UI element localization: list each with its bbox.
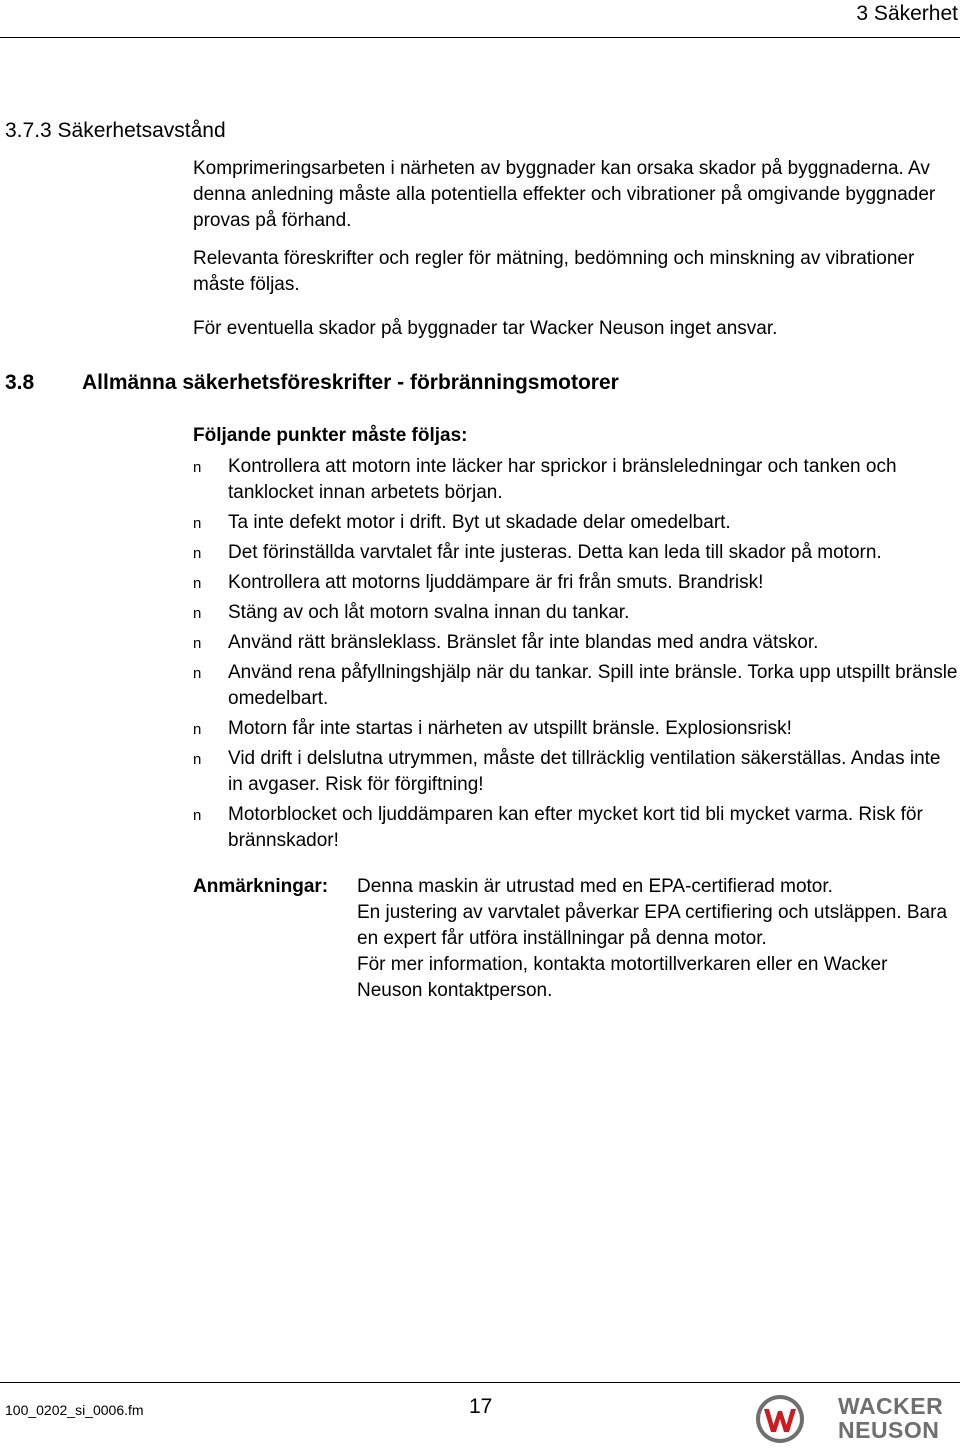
bullet-icon: n	[193, 721, 202, 738]
section-373-paragraph-1: Komprimeringsarbeten i närheten av byggnader kan orsaka skador på byggnaderna. Av denna anledning måste alla potentiella effekter och vibrationer på omgivande byggnader provas på förhand.	[193, 158, 936, 231]
list-item-text: Motorblocket och ljuddämparen kan efter mycket kort tid bli mycket varma. Risk för brännskador!	[228, 804, 923, 851]
notes-line-1: Denna maskin är utrustad med en EPA-certifierad motor.	[357, 876, 833, 897]
header-rule	[0, 37, 960, 38]
bullet-icon: n	[193, 605, 202, 622]
section-373-paragraph-3: För eventuella skador på byggnader tar Wacker Neuson inget ansvar.	[193, 318, 778, 339]
list-item	[193, 630, 960, 656]
footer-filename: 100_0202_si_0006.fm	[5, 1402, 144, 1418]
notes-text	[357, 874, 957, 1004]
list-item	[193, 660, 960, 712]
bullet-icon: n	[193, 545, 202, 562]
list-item-text: Använd rena påfyllningshjälp när du tankar. Spill inte bränsle. Torka upp utspillt bränsle omedelbart.	[228, 662, 958, 709]
footer-rule	[0, 1382, 960, 1383]
bullet-icon: n	[193, 515, 202, 532]
list-item-text: Kontrollera att motorn inte läcker har sprickor i bränsleledningar och tanken och tanklocket innan arbetets början.	[228, 456, 897, 503]
section-38-title: Allmänna säkerhetsföreskrifter - förbränningsmotorer	[82, 371, 619, 394]
logo-text-neuson: NEUSON	[838, 1417, 940, 1443]
section-373-paragraph-2: Relevanta föreskrifter och regler för mätning, bedömning och minskning av vibrationer måste följas.	[193, 248, 915, 295]
section-373-body	[193, 156, 956, 342]
list-item	[193, 802, 960, 854]
safety-bullet-list	[193, 454, 960, 858]
list-item	[193, 570, 960, 596]
list-item	[193, 716, 960, 742]
list-item-text: Vid drift i delslutna utrymmen, måste det tillräcklig ventilation säkerställas. Andas inte in avgaser. Risk för förgiftning!	[228, 748, 941, 795]
section-38-intro: Följande punkter måste följas:	[193, 425, 468, 446]
bullet-icon: n	[193, 635, 202, 652]
list-item	[193, 454, 960, 506]
list-item-text: Kontrollera att motorns ljuddämpare är fri från smuts. Brandrisk!	[228, 572, 764, 593]
list-item-text: Använd rätt bränsleklass. Bränslet får inte blandas med andra vätskor.	[228, 632, 819, 653]
footer-page-number: 17	[469, 1395, 493, 1418]
section-373-heading: 3.7.3 Säkerhetsavstånd	[5, 119, 226, 142]
notes-label: Anmärkningar:	[193, 876, 329, 897]
bullet-icon: n	[193, 575, 202, 592]
bullet-icon: n	[193, 807, 202, 824]
page-header-title: 3 Säkerhet	[856, 2, 958, 25]
list-item	[193, 600, 960, 626]
notes-line-3: För mer information, kontakta motortillverkaren eller en Wacker Neuson kontaktperson.	[357, 954, 888, 1001]
bullet-icon: n	[193, 751, 202, 768]
list-item	[193, 510, 960, 536]
list-item-text: Det förinställda varvtalet får inte justeras. Detta kan leda till skador på motorn.	[228, 542, 882, 563]
section-38-number: 3.8	[5, 371, 35, 394]
wacker-neuson-logo	[752, 1392, 958, 1446]
bullet-icon: n	[193, 459, 202, 476]
list-item-text: Stäng av och låt motorn svalna innan du tankar.	[228, 602, 630, 623]
list-item	[193, 746, 960, 798]
list-item-text: Motorn får inte startas i närheten av utspillt bränsle. Explosionsrisk!	[228, 718, 792, 739]
logo-text-wacker: WACKER	[838, 1393, 944, 1419]
list-item-text: Ta inte defekt motor i drift. Byt ut skadade delar omedelbart.	[228, 512, 731, 533]
bullet-icon: n	[193, 665, 202, 682]
notes-line-2: En justering av varvtalet påverkar EPA certifiering och utsläppen. Bara en expert får utföra inställningar på denna motor.	[357, 902, 948, 949]
list-item	[193, 540, 960, 566]
